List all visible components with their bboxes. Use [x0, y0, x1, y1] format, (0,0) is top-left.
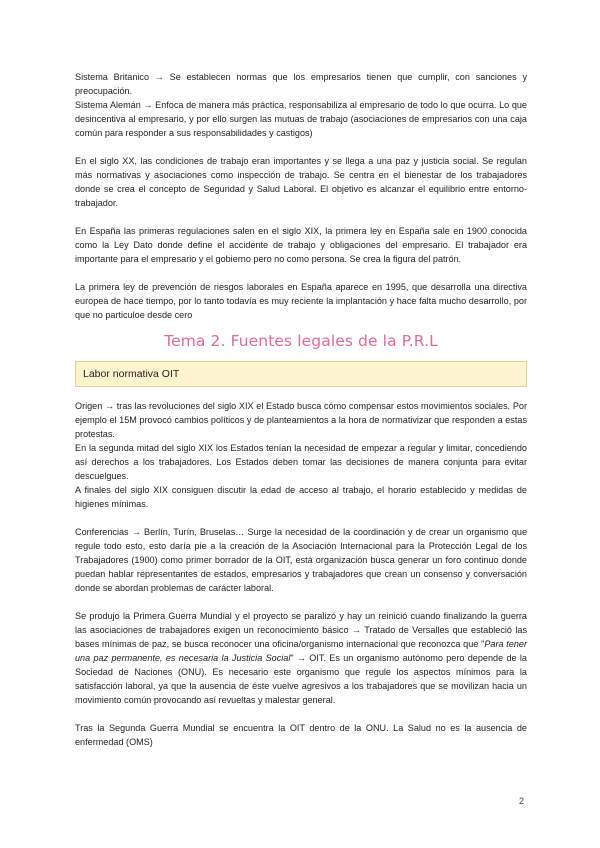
- paragraph-conferencias: Conferencias → Berlín, Turín, Bruselas… Surge la necesidad de la coordinación y de crear un organismo que regule todo esto, esto daría pie a la creación de la Asociación Internacional para la Protección Legal de los Trabajadores (1900) como primer borrador de la OIT, está organización busca generar un foro continuo donde puedan hablar representantes de estados, empresarios y trabajadores que crean un consenso y conversación donde se abordan problemas de carácter laboral.: [75, 527, 527, 593]
- paragraph-espana-regulaciones: En España las primeras regulaciones salen en el siglo XIX, la primera ley en España sale en 1900 conocida como la Ley Dato donde define el accidente de trabajo y obligaciones del empresario. El trabajador era importante para el empresario y el gobierno pero no como persona. Se crea la figura del patrón.: [75, 226, 527, 264]
- paragraph-sistema-aleman: Sistema Alemán → Enfoca de manera más práctica, responsabiliza al empresario de todo lo que ocurra. Lo que desincentiva al empresario, y por ello surgen las mutuas de trabajo (asociaciones de empresarios con una caja común para responder a sus responsabilidades y castigos): [75, 100, 527, 138]
- text-span: Se produjo la Primera Guerra Mundial y el proyecto se paralizó y hay un reinició cuando finalizando la guerra las asociaciones de trabajadores exigen un reconocimiento básico → Tratado de Versalles que estableció las bases mínimas de paz, se busca reconocer una oficina/organismo internacional que reconozca que ": [75, 611, 527, 649]
- paragraph-finales-siglo: A finales del siglo XIX consiguen discutir la edad de acceso al trabajo, el horario establecido y medidas de higienes mínimas.: [75, 485, 527, 509]
- page-number: 2: [519, 796, 525, 806]
- text-span: " → OIT. Es un organismo autónomo pero depende de la Sociedad de Naciones (ONU). Es necesario este organismo que regule los aspectos mínimos para la satisfacción laboral, ya que la ausencia de éste vuelve agresivos a los trabajadores que se movilizan hacia un movimiento común provocando así revueltas y malestar general.: [75, 653, 527, 705]
- paragraph-ley-1995: La primera ley de prevención de riesgos laborales en España aparece en 1995, que desarrolla una directiva europea de hace tiempo, por lo tanto todavía es muy reciente la implantación y hace falta mucho desarrollo, por que no particuloe desde cero: [75, 282, 527, 320]
- paragraph-siglo-xx: En el siglo XX, las condiciones de trabajo eran importantes y se llega a una paz y justicia social. Se regulan más normativas y asociaciones como inspección de trabajo. Se centra en el bienestar de los trabajadores donde se crea el concepto de Seguridad y Salud Laboral. El objetivo es alcanzar el equilibrio entre entorno-trabajador.: [75, 156, 527, 208]
- quote-text: Para tener una paz permanente, es necesaria la Justicia Social: [75, 639, 527, 663]
- paragraph-segunda-mitad: En la segunda mitad del siglo XIX los Estados tenían la necesidad de empezar a regular y limitar, concediendo así derechos a los trabajadores. Los Estados deben tomar las decisiones de manera conjunta para evitar descuelgues.: [75, 443, 527, 481]
- section-title: Tema 2. Fuentes legales de la P.R.L: [164, 332, 438, 350]
- paragraph-segunda-guerra: Tras la Segunda Guerra Mundial se encuentra la OIT dentro de la ONU. La Salud no es la ausencia de enfermedad (OMS): [75, 723, 527, 747]
- document-page: [75, 70, 527, 749]
- paragraph-origen: Origen → tras las revoluciones del siglo XIX el Estado busca cómo compensar estos movimientos sociales. Por ejemplo el 15M provocó cambios políticos y de planteamientos a la hora de normativizar que responden a estas protestas.: [75, 401, 527, 439]
- paragraph-sistema-britanico: Sistema Britanico → Se establecen normas que los empresarios tienen que cumplir, con sanciones y preocupación.: [75, 72, 527, 96]
- heading-box: Labor normativa OIT: [75, 361, 527, 387]
- paragraph-primera-guerra: [75, 609, 527, 707]
